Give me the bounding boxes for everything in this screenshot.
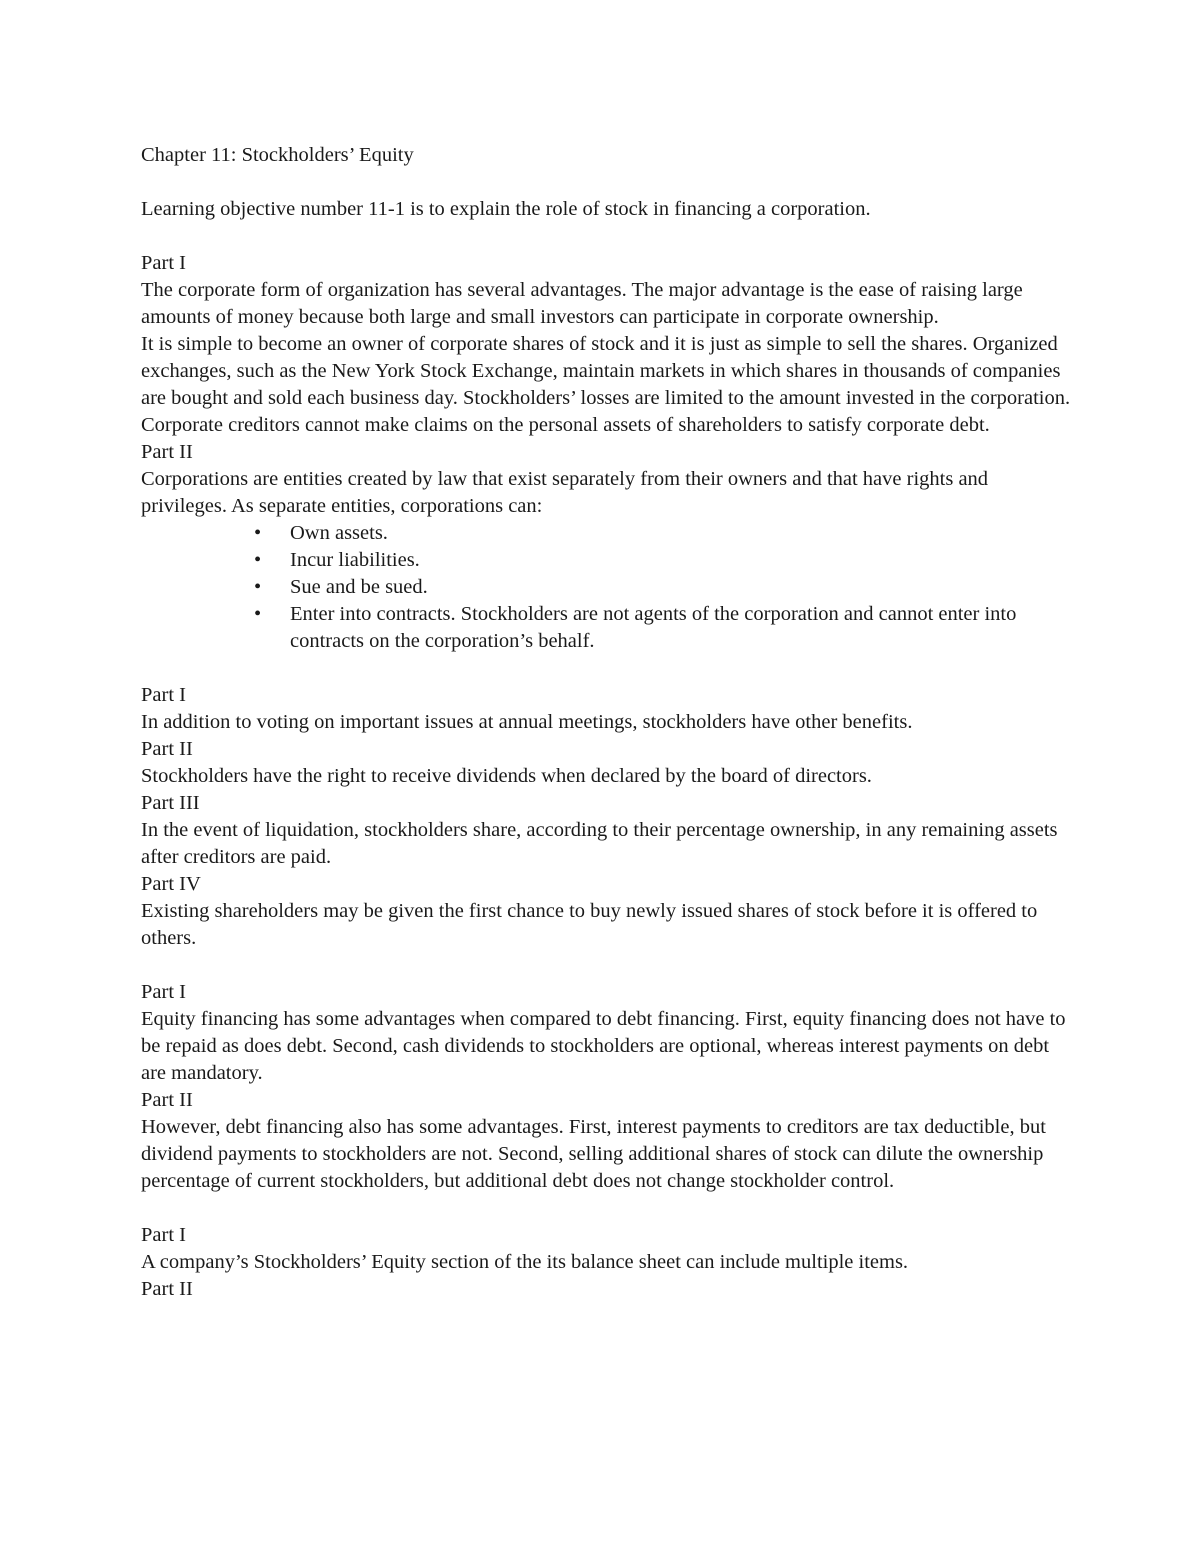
part-label: Part I bbox=[141, 1224, 186, 1246]
paragraph: Stockholders have the right to receive dividends when declared by the board of directors. bbox=[141, 765, 872, 787]
list-item-text: Incur liabilities. bbox=[290, 549, 420, 571]
bullet-icon: • bbox=[254, 522, 262, 544]
bullet-list bbox=[141, 520, 1071, 655]
paragraph: However, debt financing also has some advantages. First, interest payments to creditors are tax deductible, but dividend payments to stockholders are not. Second, selling additional shares of stock can dilute the ownership percentage of current stockholders, but additional debt does not change stockholder control. bbox=[141, 1116, 1046, 1192]
list-item bbox=[141, 574, 1071, 601]
bullet-icon: • bbox=[254, 603, 262, 625]
paragraph: In the event of liquidation, stockholders share, according to their percentage ownership, in any remaining assets after creditors are paid. bbox=[141, 819, 1058, 868]
part-label: Part II bbox=[141, 1278, 193, 1300]
list-item bbox=[141, 601, 1071, 655]
paragraph: The corporate form of organization has several advantages. The major advantage is the ease of raising large amounts of money because both large and small investors can participate in corporate ownership. bbox=[141, 279, 1023, 328]
part-label: Part I bbox=[141, 981, 186, 1003]
part-label: Part II bbox=[141, 738, 193, 760]
learning-objective: Learning objective number 11-1 is to explain the role of stock in financing a corporation. bbox=[141, 198, 871, 220]
section-spacer bbox=[141, 952, 1071, 979]
part-label: Part IV bbox=[141, 873, 201, 895]
part-label: Part II bbox=[141, 1089, 193, 1111]
part-label: Part III bbox=[141, 792, 200, 814]
paragraph: Equity financing has some advantages when compared to debt financing. First, equity financing does not have to be repaid as does debt. Second, cash dividends to stockholders are optional, whereas interest payments on debt are mandatory. bbox=[141, 1008, 1066, 1084]
chapter-title: Chapter 11: Stockholders’ Equity bbox=[141, 144, 414, 166]
part-label: Part I bbox=[141, 252, 186, 274]
section-role-of-stock bbox=[141, 250, 1071, 655]
bullet-icon: • bbox=[254, 576, 262, 598]
paragraph: In addition to voting on important issues at annual meetings, stockholders have other benefits. bbox=[141, 711, 913, 733]
bullet-icon: • bbox=[254, 549, 262, 571]
list-item bbox=[141, 547, 1071, 574]
section-spacer bbox=[141, 655, 1071, 682]
paragraph: A company’s Stockholders’ Equity section of the its balance sheet can include multiple items. bbox=[141, 1251, 909, 1273]
part-label: Part II bbox=[141, 441, 193, 463]
list-item-text: Enter into contracts. Stockholders are not agents of the corporation and cannot enter into contracts on the corporation’s behalf. bbox=[290, 603, 1017, 652]
paragraph: Existing shareholders may be given the first chance to buy newly issued shares of stock before it is offered to others. bbox=[141, 900, 1038, 949]
list-item-text: Own assets. bbox=[290, 522, 388, 544]
paragraph: It is simple to become an owner of corporate shares of stock and it is just as simple to sell the shares. Organized exchanges, such as the New York Stock Exchange, maintain markets in which shares in thousands of companies are bought and sold each business day. Stockholders’ losses are limited to the amount invested in the corporation. Corporate creditors cannot make claims on the personal assets of shareholders to satisfy corporate debt. bbox=[141, 333, 1071, 436]
section-stockholder-rights bbox=[141, 682, 1071, 952]
section-equity-vs-debt bbox=[141, 979, 1071, 1195]
list-item-text: Sue and be sued. bbox=[290, 576, 428, 598]
section-spacer bbox=[141, 1195, 1071, 1222]
section-balance-sheet bbox=[141, 1222, 1071, 1303]
list-item bbox=[141, 520, 1071, 547]
paragraph: Corporations are entities created by law that exist separately from their owners and that have rights and privileges. As separate entities, corporations can: bbox=[141, 468, 989, 517]
document-page bbox=[141, 142, 1071, 1303]
part-label: Part I bbox=[141, 684, 186, 706]
